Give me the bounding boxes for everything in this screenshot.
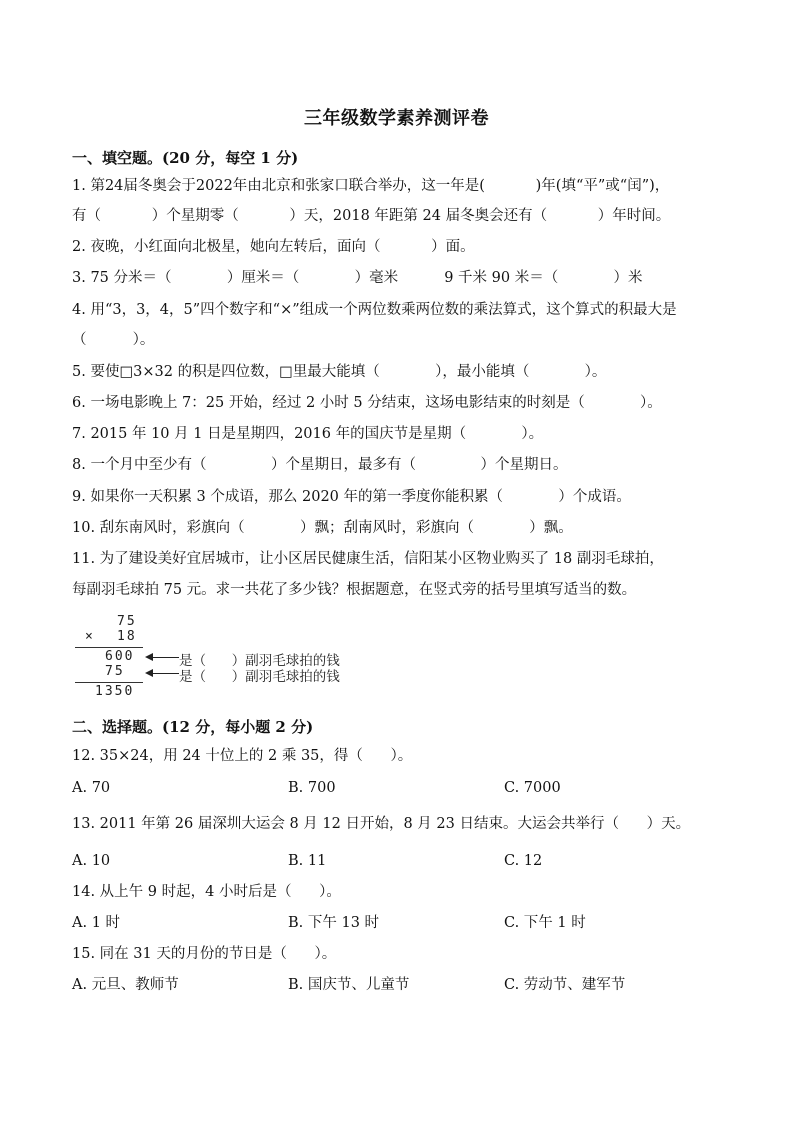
question-13: 13. 2011 年第 26 届深圳大运会 8 月 12 日开始，8 月 23 日结束。大运会共举行（ ）天。	[72, 816, 691, 832]
question-15: 15. 同在 31 天的月份的节日是（ ）。	[72, 946, 337, 962]
calc-partial-2: 75	[105, 664, 125, 679]
option-a[interactable]: A. 1 时	[72, 915, 121, 931]
option-a[interactable]: A. 70	[72, 780, 111, 796]
question-4-line-2: （ ）。	[72, 332, 155, 348]
calc-multiplicand: 75	[117, 614, 137, 629]
vertical-multiplication	[75, 614, 365, 700]
arrow-line-1	[151, 657, 179, 658]
question-1-line-1: 1. 第24届冬奥会于2022年由北京和张家口联合举办，这一年是( )年(填“平”或“闰”)，	[72, 178, 670, 194]
question-11-line-1: 11. 为了建设美好宜居城市，让小区居民健康生活，信阳某小区物业购买了 18 副羽毛球拍，	[72, 551, 664, 567]
calc-multiplier: 18	[117, 629, 137, 644]
question-7: 7. 2015 年 10 月 1 日是星期四，2016 年的国庆节是星期（ ）。	[72, 426, 544, 442]
option-a[interactable]: A. 10	[72, 853, 111, 869]
option-b[interactable]: B. 下午 13 时	[288, 915, 380, 931]
question-4-line-1: 4. 用“3，3，4，5”四个数字和“×”组成一个两位数乘两位数的乘法算式，这个算式的积最大是	[72, 302, 677, 318]
section-heading-multiple-choice: 二、选择题。(12 分，每小题 2 分)	[72, 718, 314, 736]
option-c[interactable]: C. 下午 1 时	[504, 915, 586, 931]
question-2: 2. 夜晚，小红面向北极星，她向左转后，面向（ ）面。	[72, 239, 475, 255]
calc-partial-1: 600	[105, 649, 135, 664]
page-title: 三年级数学素养测评卷	[304, 108, 489, 129]
option-c[interactable]: C. 劳动节、建军节	[504, 977, 626, 993]
calc-result: 1350	[95, 684, 135, 699]
arrow-line-2	[151, 673, 179, 674]
option-b[interactable]: B. 11	[288, 853, 327, 869]
question-1-line-2: 有（ ）个星期零（ ）天，2018 年距第 24 届冬奥会还有（ ）年时间。	[72, 208, 671, 224]
question-5: 5. 要使□3×32 的积是四位数，□里最大能填（ ），最小能填（ ）。	[72, 364, 607, 380]
calc-note-2: 是（ ）副羽毛球拍的钱	[179, 669, 340, 685]
question-10: 10. 刮东南风时，彩旗向（ ）飘；刮南风时，彩旗向（ ）飘。	[72, 520, 573, 536]
question-9: 9. 如果你一天积累 3 个成语，那么 2020 年的第一季度你能积累（ ）个成语。	[72, 489, 631, 505]
option-c[interactable]: C. 7000	[504, 780, 561, 796]
option-b[interactable]: B. 国庆节、儿童节	[288, 977, 410, 993]
calc-rule-2	[75, 682, 143, 683]
calc-note-1: 是（ ）副羽毛球拍的钱	[179, 653, 340, 669]
section-heading-fill-blank: 一、填空题。(20 分，每空 1 分)	[72, 149, 299, 167]
option-c[interactable]: C. 12	[504, 853, 543, 869]
question-3: 3. 75 分米＝（ ）厘米＝（ ）毫米 9 千米 90 米＝（ ）米	[72, 270, 643, 286]
question-6: 6. 一场电影晚上 7：25 开始，经过 2 小时 5 分结束，这场电影结束的时刻是（ ）。	[72, 395, 662, 411]
option-b[interactable]: B. 700	[288, 780, 336, 796]
question-8: 8. 一个月中至少有（ ）个星期日，最多有（ ）个星期日。	[72, 457, 568, 473]
question-14: 14. 从上午 9 时起，4 小时后是（ ）。	[72, 884, 341, 900]
calc-rule-1	[75, 647, 143, 648]
option-a[interactable]: A. 元旦、教师节	[72, 977, 179, 993]
question-11-line-2: 每副羽毛球拍 75 元。求一共花了多少钱？根据题意，在竖式旁的括号里填写适当的数。	[72, 582, 637, 598]
calc-times-sign: ×	[85, 629, 95, 644]
question-12: 12. 35×24，用 24 十位上的 2 乘 35，得（ ）。	[72, 748, 413, 764]
